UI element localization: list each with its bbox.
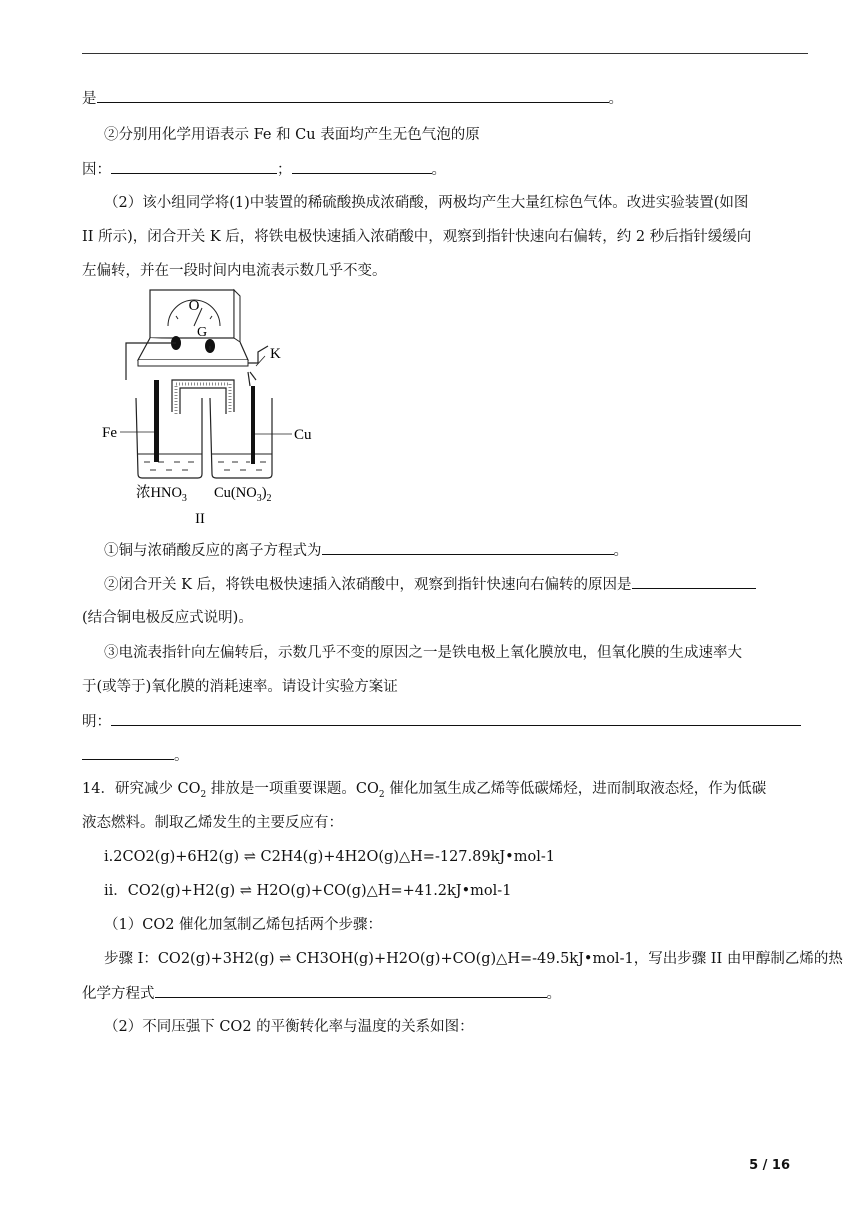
meter-zero-label: O: [188, 298, 200, 314]
separator: ；: [277, 162, 292, 178]
step-1-cont: [82, 983, 561, 1004]
answer-blank[interactable]: [82, 745, 174, 760]
reaction-ii: ii．CO2(g)+H2(g) ⇌ H2O(g)+CO(g)△H=+41.2kJ•mol-1: [104, 883, 512, 899]
galvanometer: [138, 290, 248, 366]
answer-blank[interactable]: [155, 983, 547, 998]
answer-blank-cu[interactable]: [292, 159, 432, 174]
question-text: ②闭合开关 K 后，将铁电极快速插入浓硝酸中，观察到指针快速向右偏转的原因是: [104, 577, 632, 593]
sub-question-3-answer: [82, 711, 801, 732]
sub-question-1: [104, 540, 628, 561]
line-suffix: 。: [608, 91, 623, 107]
page-number: 5 / 16: [749, 1158, 790, 1173]
fe-electrode: [154, 380, 159, 462]
sub-question-2: [104, 574, 756, 595]
question-14: 14．研究减少 $CO_2$ 排放是一项重要课题。$CO_2$ 催化加氢生成乙烯等低碳烯烃，进而制取液态烃，作为低碳: [82, 781, 767, 800]
part-2: （2）不同压强下 CO2 的平衡转化率与温度的关系如图：: [104, 1019, 474, 1035]
part-1: （1）CO2 催化加氢制乙烯包括两个步骤：: [104, 917, 383, 933]
right-solution-label: $Cu(NO_3)_2$: [214, 485, 272, 504]
part2-text: （2）该小组同学将(1)中装置的稀硫酸换成浓硝酸，两极均产生大量红棕色气体。改进实验装置(如图: [104, 195, 749, 211]
part2-text: 左偏转，并在一段时间内电流表示数几乎不变。: [82, 263, 387, 279]
reaction-i: i.2CO2(g)+6H2(g) ⇌ C2H4(g)+4H2O(g)△H=-127.89kJ•mol-1: [104, 849, 555, 865]
line-suffix: 。: [546, 986, 561, 1002]
part2-text: II 所示)，闭合开关 K 后，将铁电极快速插入浓硝酸中，观察到指针快速向右偏转，约 2 秒后指针缓缓向: [82, 229, 752, 245]
switch: [248, 372, 250, 386]
beaker-left: [136, 380, 202, 478]
meter-letter: G: [196, 325, 208, 340]
line-suffix: 。: [174, 748, 189, 764]
question-text: 化学方程式: [82, 986, 155, 1002]
answer-blank[interactable]: [322, 540, 614, 555]
step-1: 步骤 I：CO2(g)+3H2(g) ⇌ CH3OH(g)+H2O(g)+CO(g)△H=-49.5kJ•mol-1，写出步骤 II 由甲醇制乙烯的热: [104, 951, 843, 967]
answer-blank[interactable]: [97, 88, 609, 103]
line-suffix: 。: [613, 543, 628, 559]
question-2-sub: ②分别用化学用语表示 Fe 和 Cu 表面均产生无色气泡的原: [104, 127, 480, 143]
fe-label: Fe: [102, 425, 117, 441]
line-prefix: 明：: [82, 714, 111, 730]
apparatus-figure: [98, 286, 338, 531]
header-rule: [82, 53, 808, 54]
sub-question-3-answer-cont: [82, 745, 189, 766]
sub-question-2-cont: (结合铜电极反应式说明)。: [82, 610, 253, 626]
switch-label: K: [270, 346, 281, 362]
line-prefix: 是: [82, 91, 97, 107]
question-14-cont: 液态燃料。制取乙烯发生的主要反应有：: [82, 815, 343, 831]
answer-blank[interactable]: [111, 711, 801, 726]
sub-question-3: ③电流表指针向左偏转后，示数几乎不变的原因之一是铁电极上氧化膜放电，但氧化膜的生成速率大: [104, 645, 742, 661]
sub-question-3-cont: 于(或等于)氧化膜的消耗速率。请设计实验方案证: [82, 679, 398, 695]
cu-electrode: [251, 386, 255, 464]
answer-blank-fe[interactable]: [111, 159, 277, 174]
reason-prefix: 因：: [82, 162, 111, 178]
cu-label: Cu: [294, 427, 312, 443]
reason-line: [82, 159, 446, 180]
answer-blank[interactable]: [632, 574, 756, 589]
beaker-right: [210, 386, 272, 478]
answer-line-1: [82, 88, 623, 109]
question-text: ①铜与浓硝酸反应的离子方程式为: [104, 543, 322, 559]
line-suffix: 。: [431, 162, 446, 178]
figure-caption: II: [195, 511, 205, 527]
left-solution-label: 浓$HNO_3$: [136, 485, 187, 504]
